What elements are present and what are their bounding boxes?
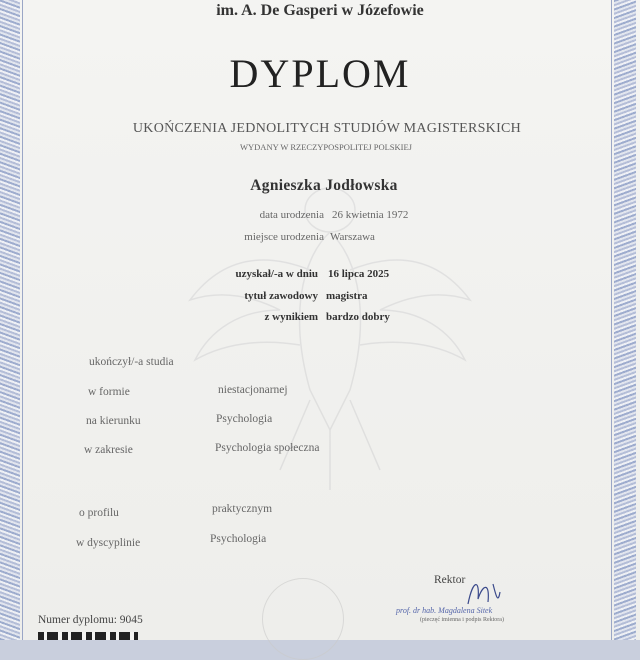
- diploma-subtitle: UKOŃCZENIA JEDNOLITYCH STUDIÓW MAGISTERSKICH: [132, 121, 522, 136]
- field-of-study-label: na kierunku: [86, 415, 141, 427]
- birth-date-label: data urodzenia: [259, 209, 324, 221]
- profile-label: o profilu: [79, 507, 119, 519]
- page-title: DYPLOM: [229, 51, 411, 96]
- rector-label: Rektor: [434, 574, 466, 586]
- discipline-label: w dyscyplinie: [76, 537, 141, 549]
- award-date-value: 16 lipca 2025: [328, 268, 390, 280]
- barcode: [38, 632, 138, 640]
- birth-place-value: Warszawa: [330, 231, 375, 243]
- study-form-label: w formie: [88, 386, 130, 398]
- field-of-study-value: Psychologia: [216, 413, 273, 425]
- university-line: im. A. De Gasperi w Józefowie: [216, 2, 424, 19]
- award-date-label: uzyskał/-a w dniu: [235, 268, 318, 280]
- birth-place-label: miejsce urodzenia: [244, 231, 324, 243]
- university-seal: [262, 578, 344, 660]
- birth-date-value: 26 kwietnia 1972: [332, 209, 409, 221]
- profile-value: praktycznym: [212, 503, 273, 515]
- studies-intro: ukończył/-a studia: [89, 356, 174, 368]
- grade-value: bardzo dobry: [326, 311, 390, 323]
- rector-note: (pieczęć imienna i podpis Rektora): [420, 617, 504, 623]
- scope-label: w zakresie: [84, 444, 133, 456]
- professional-title-value: magistra: [326, 290, 368, 302]
- diploma-number: Numer dyplomu: 9045: [38, 614, 143, 626]
- scope-value: Psychologia społeczna: [215, 442, 320, 454]
- professional-title-label: tytuł zawodowy: [244, 290, 318, 302]
- issued-note: WYDANY W RZECZYPOSPOLITEJ POLSKIEJ: [240, 142, 412, 152]
- rector-name: prof. dr hab. Magdalena Sitek: [396, 606, 493, 615]
- discipline-value: Psychologia: [210, 533, 267, 545]
- graduate-name: Agnieszka Jodłowska: [250, 177, 398, 194]
- study-form-value: niestacjonarnej: [218, 384, 288, 396]
- grade-label: z wynikiem: [264, 311, 318, 323]
